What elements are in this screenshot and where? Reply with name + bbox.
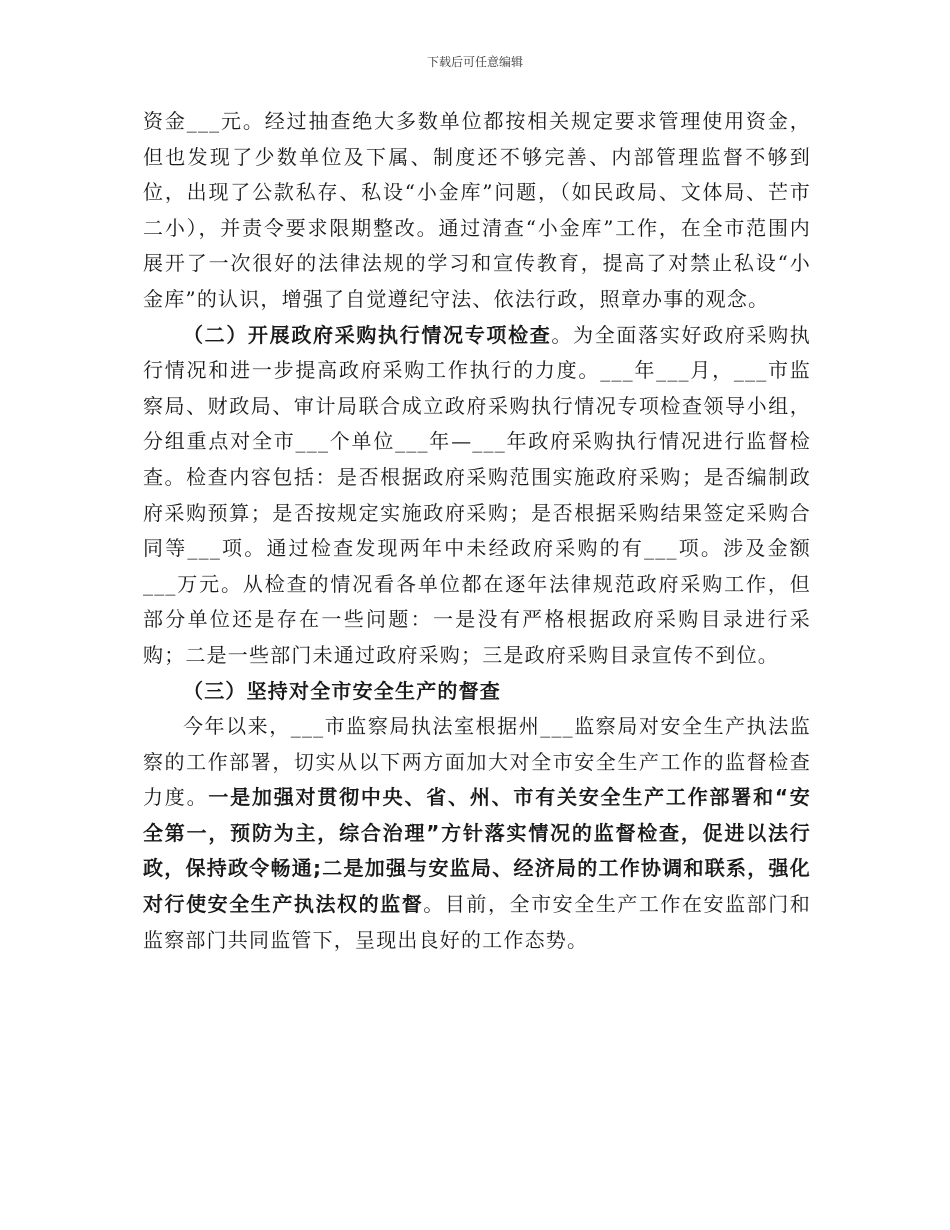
procurement-heading: （二）开展政府采购执行情况专项检查 <box>183 322 552 347</box>
safety-text-end: 。目前，全市安全生产工作在安监部门和监察部门共同监管下，呈现出良好的工作态势。 <box>143 892 811 952</box>
section-heading-safety: （三）坚持对全市安全生产的督查 <box>183 678 501 703</box>
procurement-text: 。为全面落实好政府采购执行情况和进一步提高政府采购工作执行的力度。___年___月，___市监察局、财政局、审计局联合成立政府采购执行情况专项检查领导小组，分组重点对全市___个单位___年—___年政府采购执行情况进行监督检查。检查内容包括：是否根据政府采购范围实施政府采购；是否编制政府采购预算；是否按规定实施政府采购；是否根据采购结果签定采购合同等___项。通过检查发现两年中未经政府采购的有___项。涉及金额___万元。从检查的情况看各单位都在逐年法律规范政府采购工作，但部分单位还是存在一些问题：一是没有严格根据政府采购目录进行采购；二是一些部门未通过政府采购；三是政府采购目录宣传不到位。 <box>143 322 812 667</box>
page-header: 下载后可任意编辑 <box>426 55 523 69</box>
paragraph-procurement-inspection <box>143 318 811 674</box>
paragraph-safety-supervision <box>143 709 811 958</box>
safety-text-bold: 一是加强对贯彻中央、省、州、市有关安全生产工作部署和“安全第一，预防为主，综合治理”方针落实情况的监督检查，促进以法行政，保持政令畅通;二是加强与安监局、经济局的工作协调和联系，强化对行使安全生产执法权的监督 <box>143 785 811 917</box>
document-body <box>143 104 811 958</box>
paragraph-funds-inspection: 资金___元。经过抽查绝大多数单位都按相关规定要求管理使用资金，但也发现了少数单位及下属、制度还不够完善、内部管理监督不够到位，出现了公款私存、私设“小金库”问题，（如民政局、文体局、芒市二小），并责令要求限期整改。通过清查“小金库”工作，在全市范围内展开了一次很好的法律法规的学习和宣传教育，提高了对禁止私设“小金库”的认识，增强了自觉遵纪守法、依法行政，照章办事的观念。 <box>143 109 811 311</box>
safety-text-start: 今年以来，___市监察局执法室根据州___监察局对安全生产执法监察的工作部署，切实从以下两方面加大对全市安全生产工作的监督检查力度。 <box>143 714 811 810</box>
